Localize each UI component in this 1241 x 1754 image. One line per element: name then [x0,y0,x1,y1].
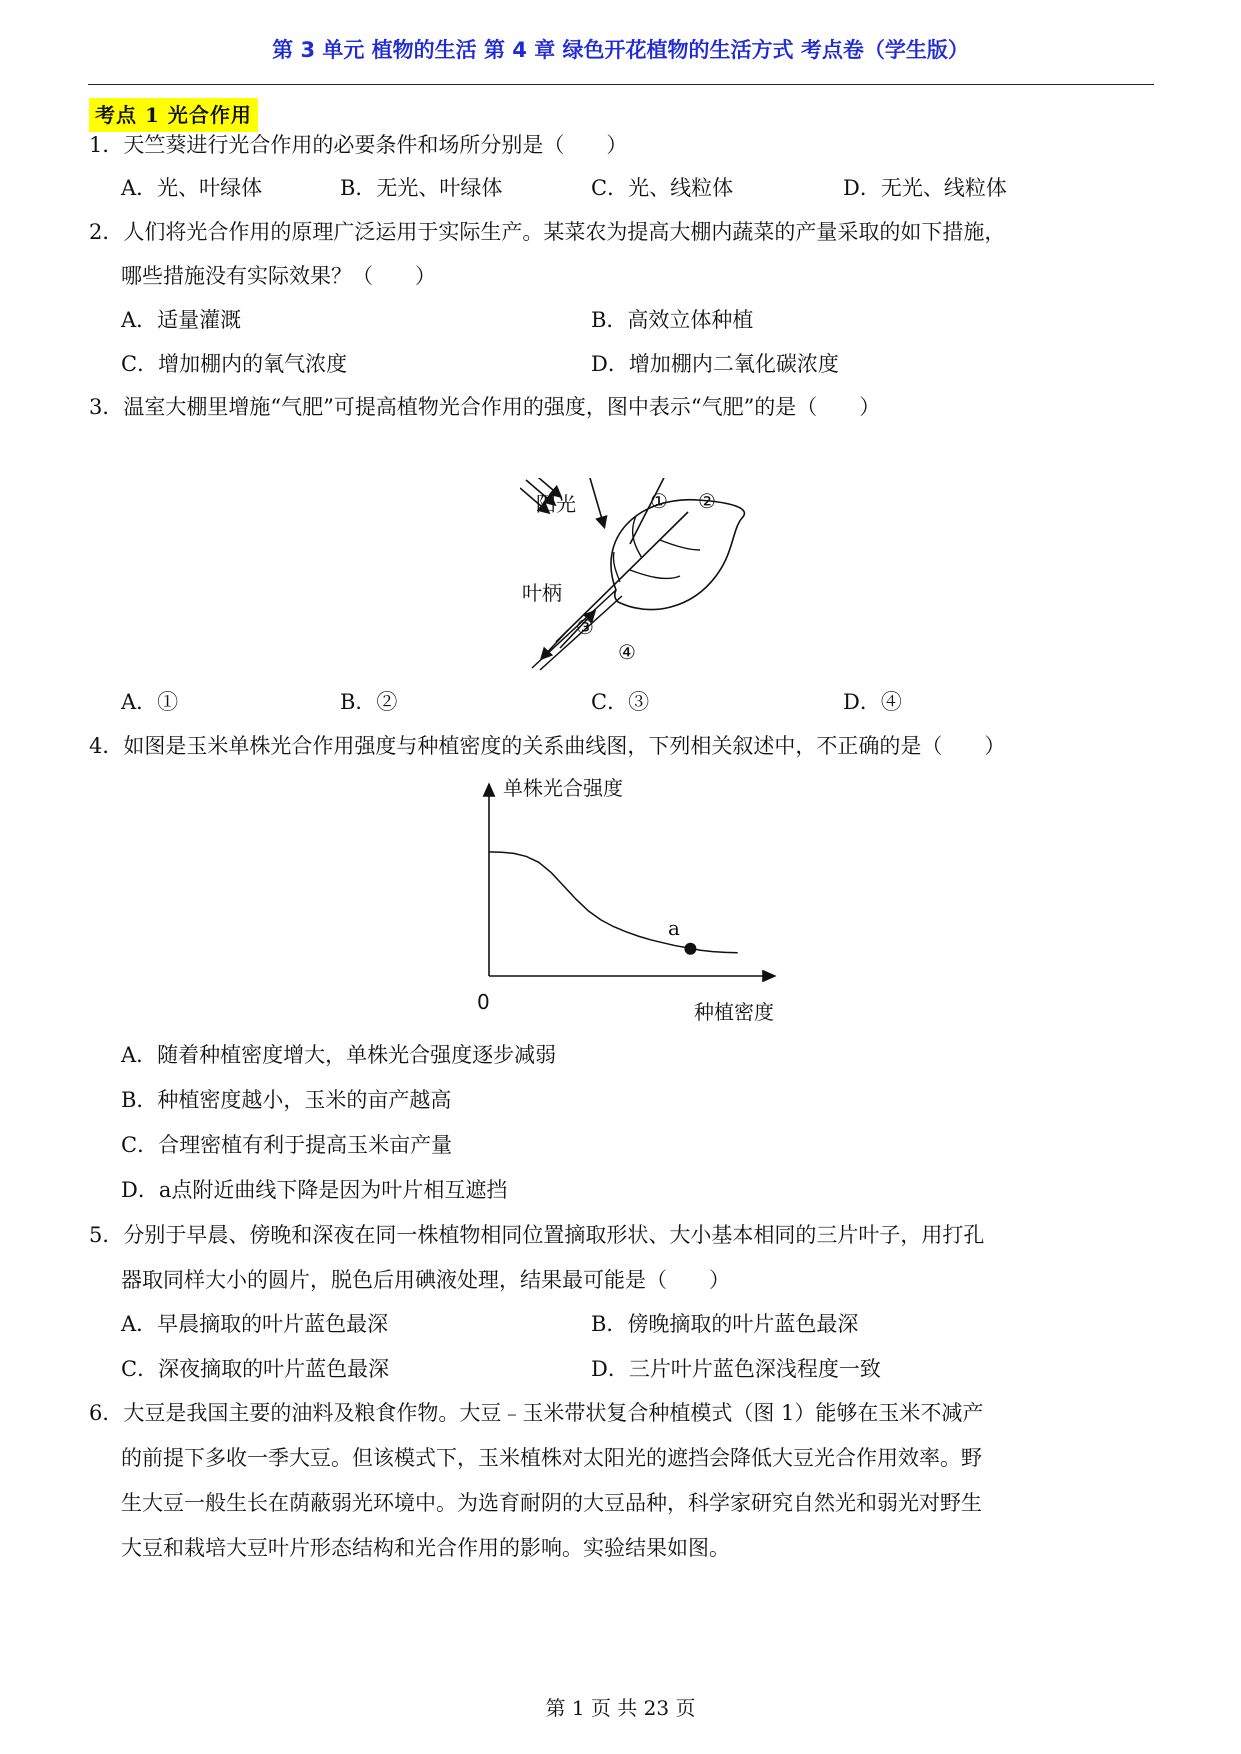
q1-option-c: C．光、线粒体 [591,176,734,200]
q3-option-b: B．② [340,690,398,714]
section-label: 考点 1 光合作用 [89,98,258,132]
q1-option-d: D．无光、线粒体 [843,176,1007,200]
q5-option-d: D．三片叶片蓝色深浅程度一致 [591,1357,881,1381]
marker-1: ① [650,489,668,513]
q2-option-a: A．适量灌溉 [121,308,242,332]
q4-option-b: B．种植密度越小，玉米的亩产越高 [121,1088,452,1112]
question-6-line-2: 的前提下多收一季大豆。但该模式下，玉米植株对太阳光的遮挡会降低大豆光合作用效率。野 [121,1446,982,1470]
marker-4: ④ [618,640,636,664]
series-line [489,852,738,953]
q2-option-c: C．增加棚内的氧气浓度 [121,352,348,376]
data-point-a [684,943,696,955]
page-header-title: 第 3 单元 植物的生活 第 4 章 绿色开花植物的生活方式 考点卷（学生版） [272,38,969,62]
marker-3: ③ [576,615,594,639]
leaf-vein [660,540,700,550]
q5-option-c: C．深夜摘取的叶片蓝色最深 [121,1357,390,1381]
leaf-outline [611,500,744,610]
leaf-vein [630,570,680,578]
density-chart-svg [400,772,840,1032]
q5-option-a: A．早晨摘取的叶片蓝色最深 [121,1312,389,1336]
q4-option-d: D．a点附近曲线下降是因为叶片相互遮挡 [121,1178,508,1202]
q3-option-d: D．④ [843,690,902,714]
q1-option-b: B．无光、叶绿体 [340,176,503,200]
q4-option-c: C．合理密植有利于提高玉米亩产量 [121,1133,453,1157]
q5-option-b: B．傍晚摘取的叶片蓝色最深 [591,1312,859,1336]
question-6-line-1: 6．大豆是我国主要的油料及粮食作物。大豆﹣玉米带状复合种植模式（图 1）能够在玉米不减产 [89,1401,984,1425]
q2-option-b: B．高效立体种植 [591,308,754,332]
page-footer: 第 1 页 共 23 页 [545,1696,696,1720]
chart-y-label: 单株光合强度 [503,776,623,800]
marker-2: ② [698,489,716,513]
question-1-line-1: 1．天竺葵进行光合作用的必要条件和场所分别是（ ） [89,133,628,157]
question-6-line-4: 大豆和栽培大豆叶片形态结构和光合作用的影响。实验结果如图。 [121,1536,730,1560]
q2-option-d: D．增加棚内二氧化碳浓度 [591,352,839,376]
density-chart [400,772,840,1032]
chart-origin-label: 0 [477,990,490,1014]
q3-option-a: A．① [121,690,179,714]
question-2-line-2: 哪些措施没有实际效果？（ ） [121,264,436,288]
question-6-line-3: 生大豆一般生长在荫蔽弱光环境中。为选育耐阴的大豆品种，科学家研究自然光和弱光对野生 [121,1491,982,1515]
q1-option-a: A．光、叶绿体 [121,176,263,200]
label-sunlight: 阳光 [536,492,576,516]
arrow-1 [590,478,604,526]
question-5-line-1: 5．分别于早晨、傍晚和深夜在同一株植物相同位置摘取形状、大小基本相同的三片叶子，用打孔 [89,1223,985,1247]
label-petiole: 叶柄 [522,581,562,605]
question-3-line-1: 3．温室大棚里增施“气肥”可提高植物光合作用的强度，图中表示“气肥”的是（ ） [89,395,881,419]
question-5-line-2: 器取同样大小的圆片，脱色后用碘液处理，结果最可能是（ ） [121,1268,730,1292]
q4-option-a: A．随着种植密度增大，单株光合强度逐步减弱 [121,1043,557,1067]
question-4-line-1: 4．如图是玉米单株光合作用强度与种植密度的关系曲线图，下列相关叙述中，不正确的是（ ） [89,734,1006,758]
q3-option-c: C．③ [591,690,650,714]
chart-x-label: 种植密度 [694,1000,774,1024]
leaf-vein [613,552,620,582]
chart-point-label: a [668,916,680,940]
header-divider [88,84,1154,85]
question-2-line-1: 2．人们将光合作用的原理广泛运用于实际生产。某菜农为提高大棚内蔬菜的产量采取的如下措施， [89,220,1006,244]
